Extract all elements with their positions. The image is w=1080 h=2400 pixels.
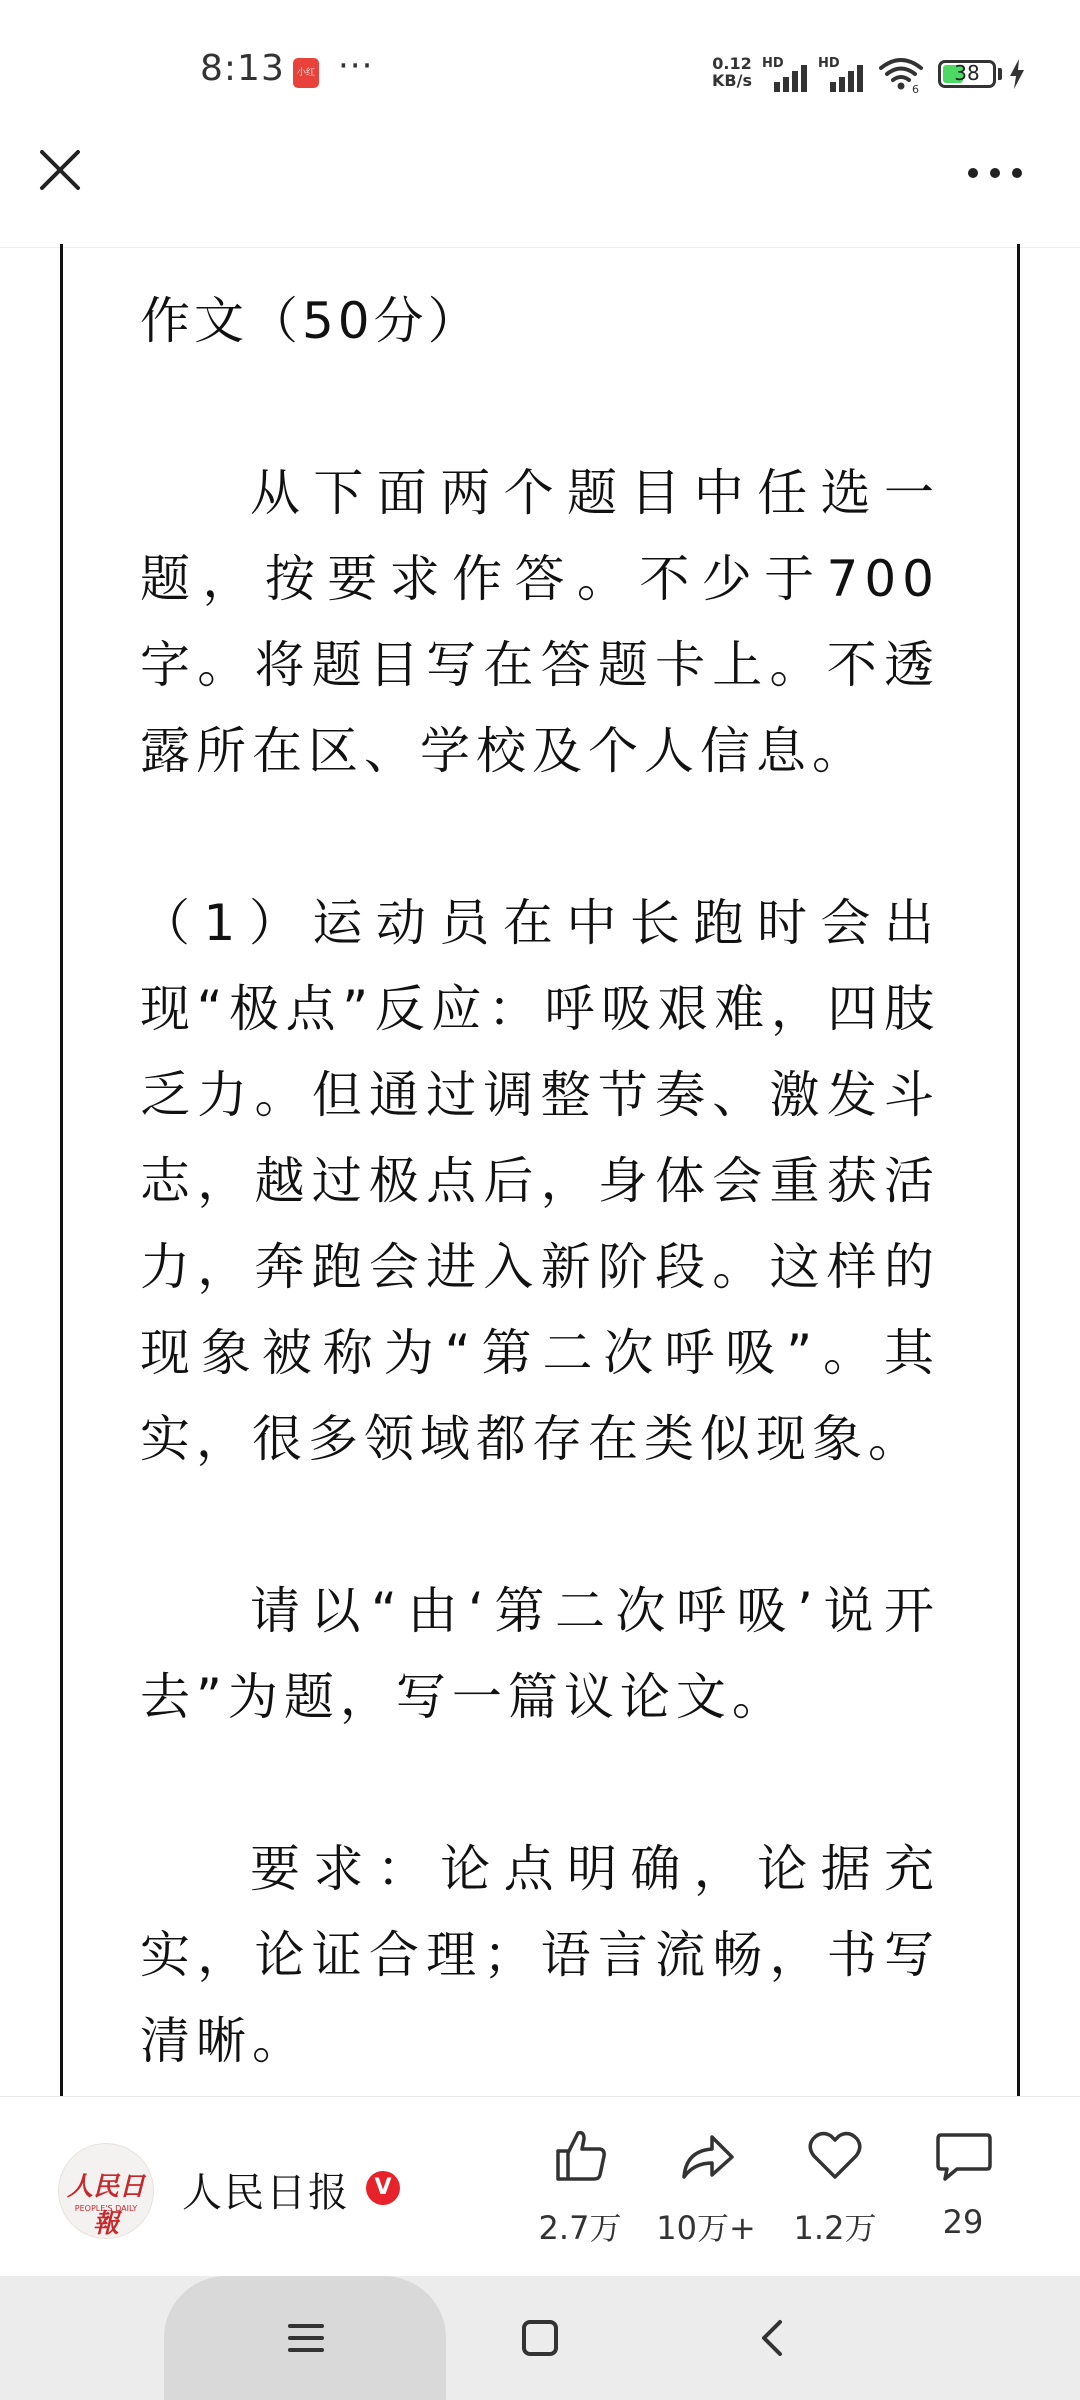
publisher-avatar[interactable] bbox=[58, 2143, 154, 2239]
status-time: 8:13 bbox=[200, 48, 285, 89]
article-paragraph: 从下面两个题目中任选一题，按要求作答。不少于700字。将题目写在答题卡上。不透露所在区、学校及个人信息。 bbox=[140, 464, 940, 780]
close-icon bbox=[28, 138, 92, 202]
status-more-indicator: ··· bbox=[338, 46, 374, 86]
signal-icon bbox=[762, 56, 812, 92]
menu-button[interactable] bbox=[276, 2308, 336, 2368]
network-speed-value: 0.12 bbox=[712, 54, 752, 73]
comment-count: 29 bbox=[942, 2203, 984, 2241]
wifi-icon bbox=[878, 54, 924, 94]
more-options-button[interactable] bbox=[955, 146, 1035, 200]
system-navigation-bar bbox=[0, 2276, 1080, 2400]
share-count: 10万+ bbox=[656, 2209, 756, 2247]
battery-percent: 38 bbox=[954, 61, 980, 85]
close-button[interactable] bbox=[28, 138, 92, 202]
signal-icon bbox=[818, 56, 868, 92]
charging-icon bbox=[1008, 58, 1026, 90]
network-speed-unit: KB/s bbox=[712, 71, 752, 90]
heart-icon bbox=[805, 2125, 865, 2185]
article-content[interactable] bbox=[0, 248, 1080, 2096]
sim2-hd-label: HD bbox=[818, 56, 840, 71]
article-paragraph: 要求：论点明确，论据充实，论证合理；语言流畅，书写清晰。 bbox=[140, 1840, 940, 2070]
signal-bars-1 bbox=[772, 64, 812, 92]
bottom-action-bar bbox=[0, 2096, 1080, 2276]
app-notification-icon: 小红书 bbox=[293, 58, 319, 88]
battery-icon bbox=[938, 60, 996, 88]
top-app-bar bbox=[0, 148, 1080, 248]
status-bar bbox=[0, 0, 1080, 148]
menu-icon bbox=[276, 2308, 336, 2368]
article-heading: 作文（50分） bbox=[140, 292, 482, 350]
battery-cap bbox=[998, 68, 1002, 80]
publisher-name[interactable]: 人民日报 bbox=[182, 2170, 350, 2216]
article-paragraph: （1）运动员在中长跑时会出现“极点”反应：呼吸艰难，四肢乏力。但通过调整节奏、激发斗志，越过极点后，身体会重获活力，奔跑会进入新阶段。这样的现象被称为“第二次呼吸”。其实，很多领域都存在类似现象。 bbox=[140, 894, 940, 1468]
more-icon bbox=[955, 146, 1035, 200]
signal-bars-2 bbox=[828, 64, 868, 92]
network-speed bbox=[706, 55, 758, 89]
avatar-logo-text: 人民日報 bbox=[66, 2172, 145, 2239]
article-body bbox=[140, 278, 940, 2084]
sim1-hd-label: HD bbox=[762, 56, 784, 71]
back-button[interactable] bbox=[744, 2308, 804, 2368]
back-icon bbox=[744, 2308, 804, 2368]
share-icon bbox=[676, 2125, 736, 2185]
thumbs-up-icon bbox=[550, 2125, 610, 2185]
home-button[interactable] bbox=[510, 2308, 570, 2368]
article-paragraph: 请以“由‘第二次呼吸’说开去”为题，写一篇议论文。 bbox=[140, 1582, 940, 1726]
home-icon bbox=[510, 2308, 570, 2368]
avatar-logo-subtext: PEOPLE'S DAILY bbox=[74, 2204, 138, 2213]
like-count: 2.7万 bbox=[538, 2209, 622, 2247]
verified-badge-icon: V bbox=[366, 2171, 400, 2205]
comment-icon bbox=[933, 2125, 993, 2185]
favorite-count: 1.2万 bbox=[793, 2209, 877, 2247]
svg-text:6: 6 bbox=[912, 83, 919, 96]
comment-button[interactable] bbox=[898, 2125, 1028, 2255]
